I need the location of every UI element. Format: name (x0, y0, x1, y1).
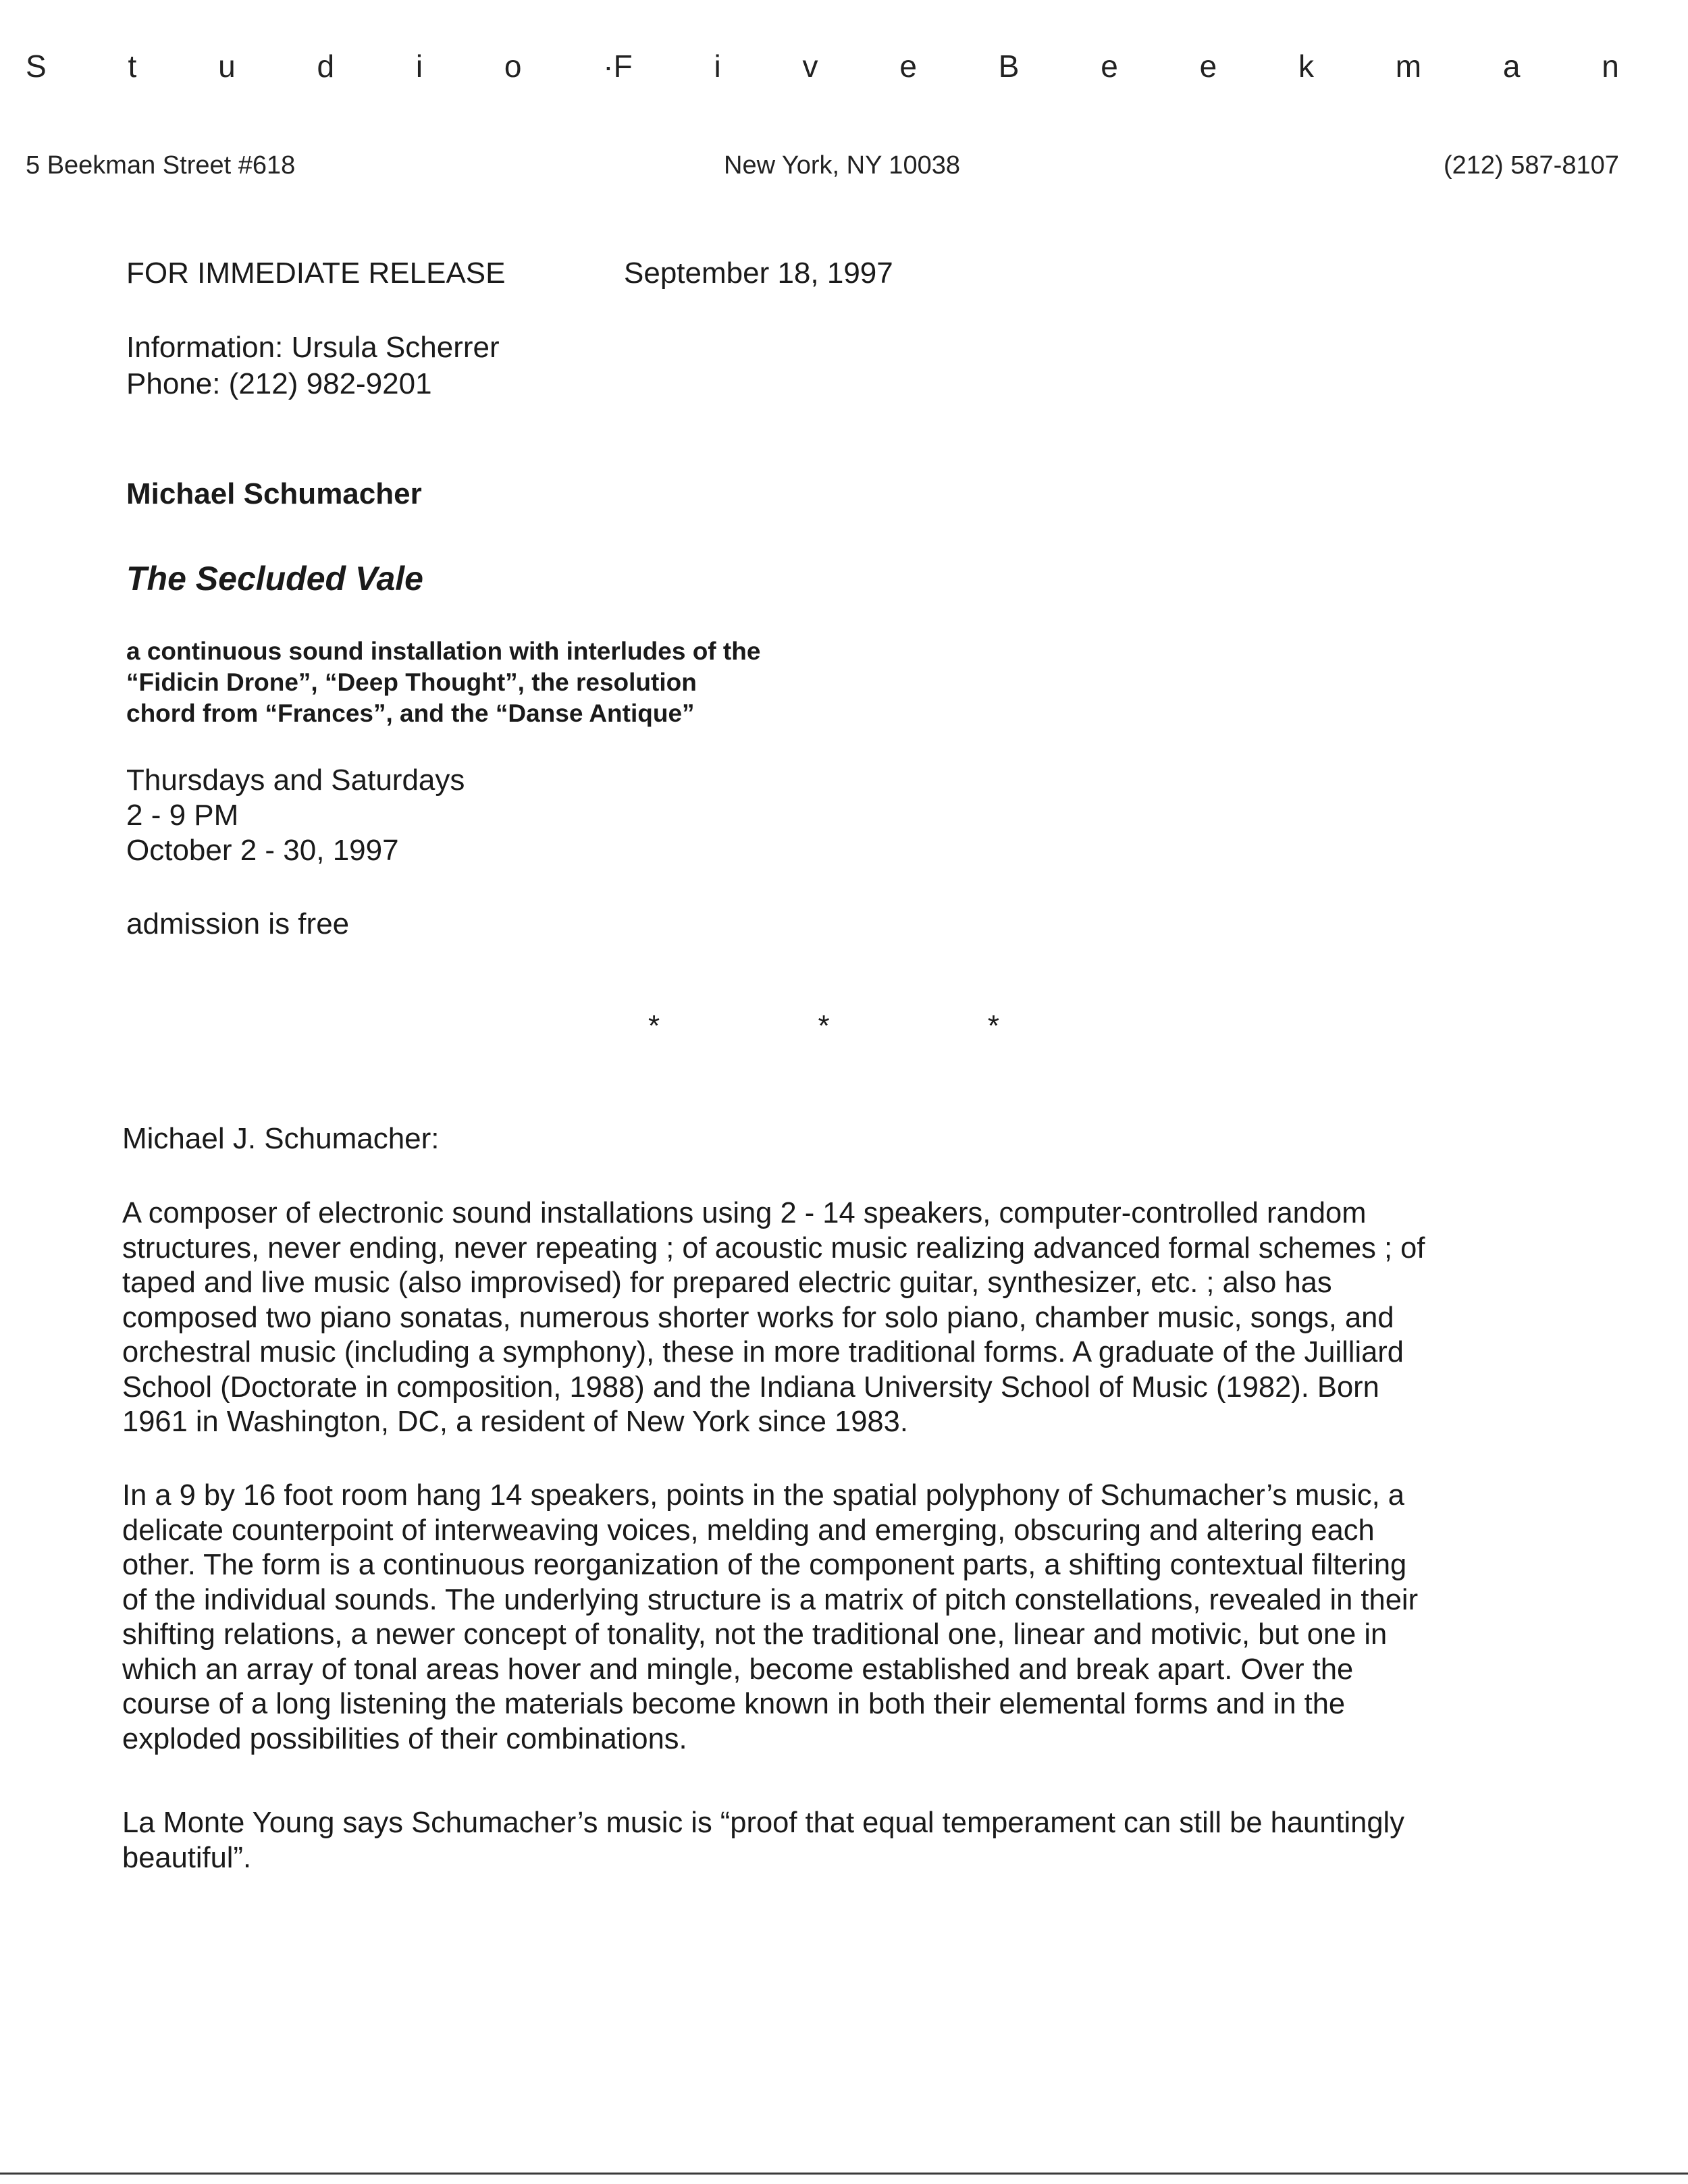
divider-asterisk: * (987, 1009, 999, 1042)
letterhead-letter: e (1101, 49, 1118, 84)
divider-asterisk: * (818, 1009, 830, 1042)
letterhead-phone: (212) 587-8107 (1444, 151, 1619, 180)
paragraph-line: other. The form is a continuous reorganization of the component parts, a shifting contextual filtering (122, 1549, 1407, 1581)
letterhead-letter: S (26, 49, 47, 84)
letterhead-letter: i (714, 49, 721, 84)
paragraph-line: shifting relations, a newer concept of tonality, not the traditional one, linear and motivic, but one in (122, 1618, 1388, 1651)
letterhead-letter: o (504, 49, 522, 84)
letterhead-letter: B (998, 49, 1020, 84)
schedule-hours: 2 - 9 PM (126, 799, 239, 832)
section-divider (648, 1009, 999, 1043)
contact-name: Information: Ursula Scherrer (126, 331, 500, 364)
letterhead-letter: d (317, 49, 335, 84)
paragraph-line: composed two piano sonatas, numerous shorter works for solo piano, chamber music, songs, and (122, 1301, 1394, 1334)
paragraph-line: structures, never ending, never repeating ; of acoustic music realizing advanced formal schemes ; of (122, 1231, 1425, 1264)
paragraph-line: which an array of tonal areas hover and mingle, become established and break apart. Over the (122, 1653, 1354, 1686)
letterhead-letter: v (802, 49, 818, 84)
schedule-dates: October 2 - 30, 1997 (126, 834, 399, 867)
paragraph-line: In a 9 by 16 foot room hang 14 speakers, points in the spatial polyphony of Schumacher’s music, a (122, 1479, 1405, 1512)
contact-phone: Phone: (212) 982-9201 (126, 367, 432, 400)
letterhead-letter: a (1502, 49, 1521, 84)
letterhead-title (26, 39, 1619, 93)
letterhead-letter: n (1602, 49, 1619, 84)
divider-asterisk: * (648, 1009, 660, 1042)
event-schedule (126, 763, 465, 868)
paragraph-line: exploded possibilities of their combinations. (122, 1722, 687, 1755)
paragraph-line: A composer of electronic sound installations using 2 - 14 speakers, computer-controlled random (122, 1197, 1367, 1229)
letterhead-letter: e (899, 49, 917, 84)
artist-name: Michael Schumacher (126, 477, 422, 510)
subtitle-line: “Fidicin Drone”, “Deep Thought”, the resolution (126, 668, 697, 696)
contact-info (126, 329, 500, 402)
subtitle-line: a continuous sound installation with interludes of the (126, 637, 761, 665)
paragraph-line: La Monte Young says Schumacher’s music is “proof that equal temperament can still be hauntingly (122, 1807, 1404, 1839)
subtitle-line: chord from “Frances”, and the “Danse Antique” (126, 699, 695, 727)
letterhead-address: 5 Beekman Street #618 (26, 151, 296, 180)
paragraph-line: beautiful”. (122, 1841, 252, 1874)
paragraph-line: 1961 in Washington, DC, a resident of New York since 1983. (122, 1406, 908, 1438)
paragraph-line: course of a long listening the materials become known in both their elemental forms and in the (122, 1688, 1346, 1720)
bio-paragraph-2 (122, 1479, 1587, 1757)
paragraph-line: of the individual sounds. The underlying structure is a matrix of pitch constellations, revealed in their (122, 1583, 1419, 1616)
letterhead-letter: t (128, 49, 137, 84)
paragraph-line: orchestral music (including a symphony), these in more traditional forms. A graduate of the Juilliard (122, 1336, 1404, 1368)
schedule-days: Thursdays and Saturdays (126, 764, 465, 797)
release-label: FOR IMMEDIATE RELEASE (126, 257, 506, 290)
release-date: September 18, 1997 (624, 257, 893, 290)
letterhead-letter: ·F (603, 49, 633, 84)
paragraph-line: School (Doctorate in composition, 1988) and the Indiana University School of Music (1982). Born (122, 1370, 1379, 1404)
event-title: The Secluded Vale (126, 560, 423, 597)
paragraph-line: delicate counterpoint of interweaving voices, melding and emerging, obscuring and altering each (122, 1514, 1375, 1547)
letterhead-letter: m (1395, 49, 1422, 84)
letterhead-letter: k (1298, 49, 1314, 84)
paragraph-line: taped and live music (also improvised) for prepared electric guitar, synthesizer, etc. ; also has (122, 1267, 1332, 1299)
admission-note: admission is free (126, 907, 350, 940)
letterhead-letter: u (218, 49, 236, 84)
letterhead-city: New York, NY 10038 (724, 151, 960, 180)
bio-paragraph-3 (122, 1806, 1587, 1875)
letterhead-letter: e (1199, 49, 1217, 84)
letterhead-letter: i (415, 49, 423, 84)
bio-paragraph-1 (122, 1196, 1587, 1440)
event-subtitle (126, 636, 937, 729)
page-bottom-rule (0, 2173, 1688, 2175)
bio-heading: Michael J. Schumacher: (122, 1122, 440, 1155)
